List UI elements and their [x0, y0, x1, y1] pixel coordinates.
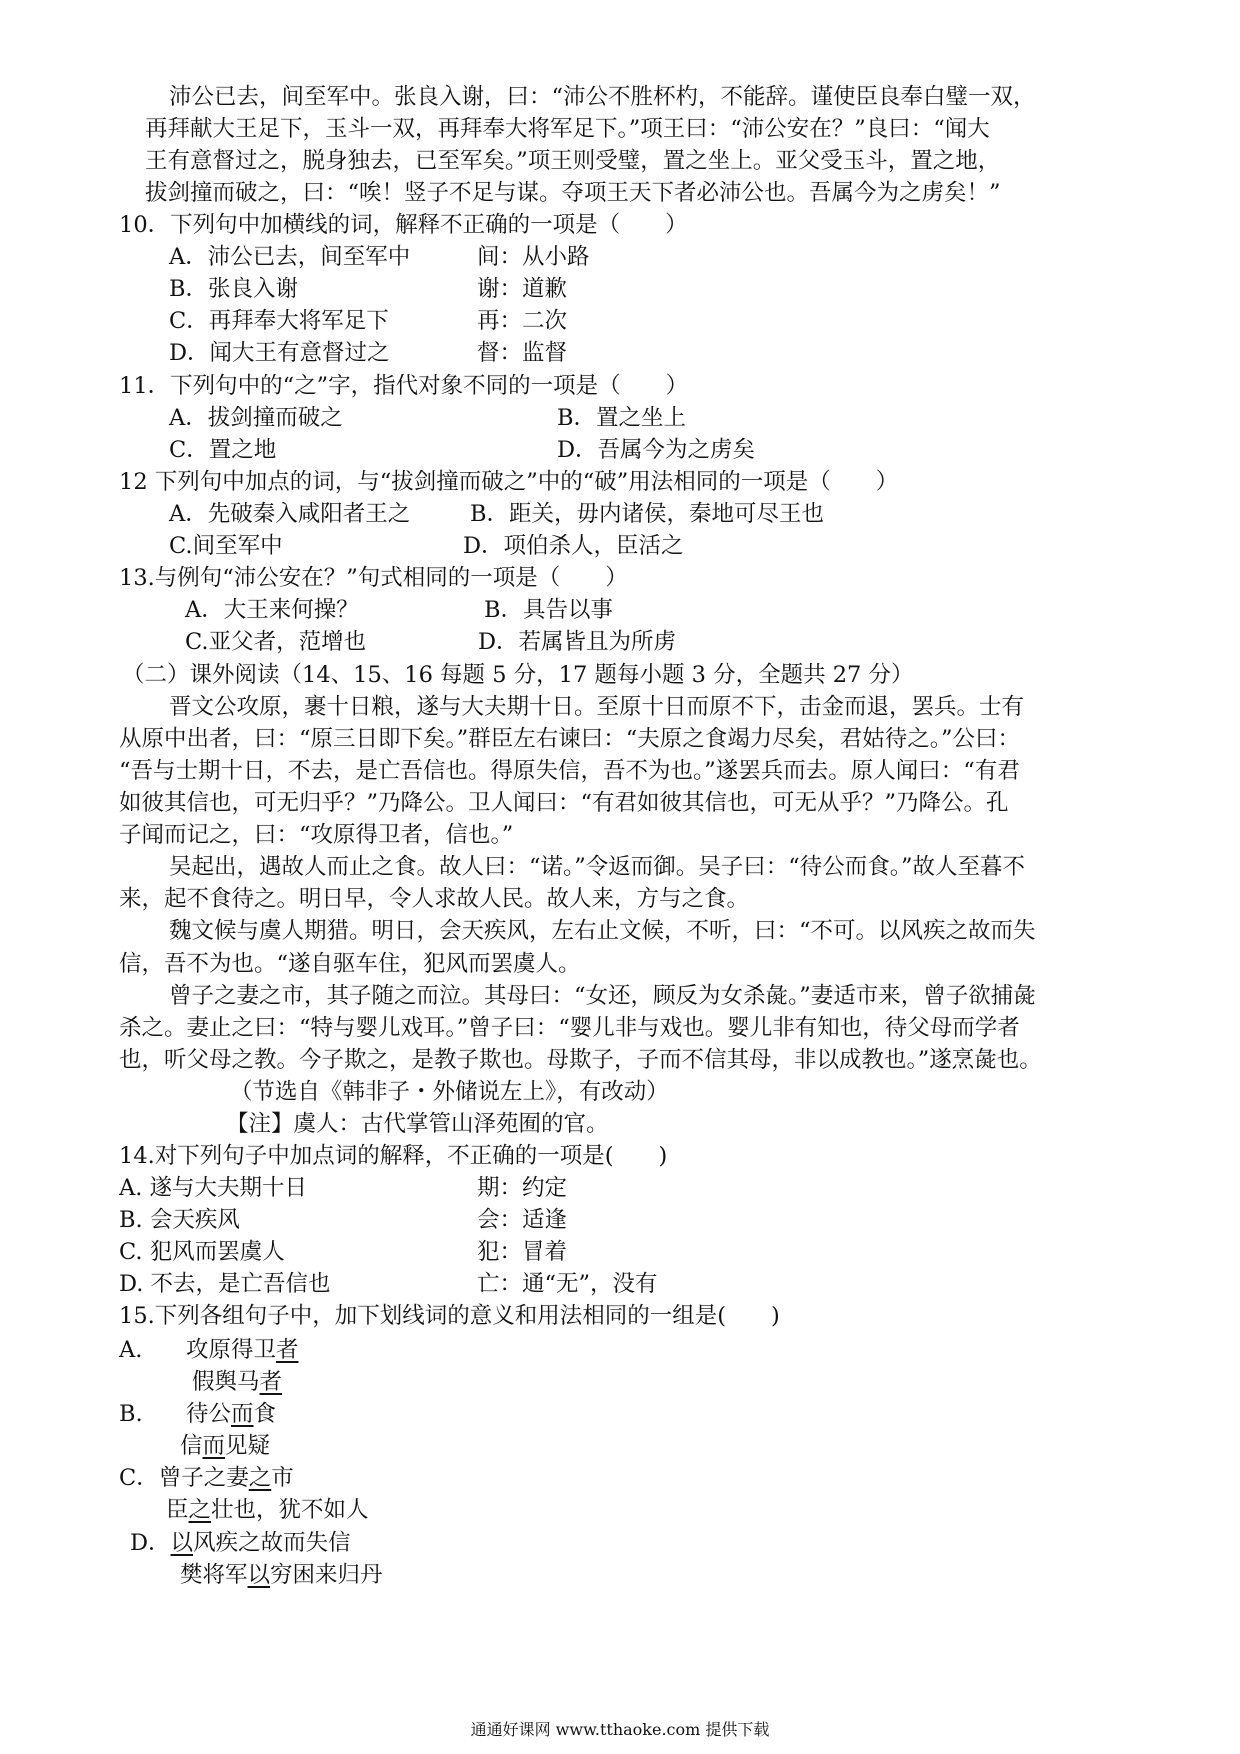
- q10-option-c: C．再拜奉大将军足下: [169, 308, 389, 334]
- q15-b1-text: 待公: [186, 1401, 232, 1427]
- q15-option-d-line-2: [180, 1564, 383, 1587]
- q15-b2-text-after: 见疑: [225, 1433, 271, 1459]
- passage1-line-4: 拔剑撞而破之，曰：“唉！竖子不足与谋。夺项王天下者必沛公也。吾属今为之虏矣！”: [145, 180, 1001, 206]
- q15-b1-text-after: 食: [253, 1401, 277, 1427]
- q11-option-c: C．置之地: [169, 437, 277, 463]
- q11-option-a: A．拔剑撞而破之: [169, 405, 343, 431]
- passage1-line-1: 沛公已去，间至军中。张良入谢，曰：“沛公不胜杯杓，不能辞。谨使臣良奉白璧一双，: [169, 84, 1036, 110]
- q14-option-b-gloss: 会：适逢: [477, 1207, 568, 1233]
- q12-option-c: C.间至军中: [169, 533, 283, 559]
- q12-option-b: B．距关，毋内诸侯，秦地可尽王也: [470, 501, 825, 527]
- q15-a2-underlined: 者: [259, 1369, 283, 1395]
- q13-option-a: A．大王来何操？: [185, 597, 359, 623]
- footer-credit: 通通好课网 www.tthaoke.com 提供下载: [470, 1720, 770, 1739]
- q11-stem: 11．下列句中的“之”字，指代对象不同的一项是（ ）: [119, 373, 689, 399]
- q14-option-c: C. 犯风而罢虞人: [119, 1239, 285, 1265]
- q15-b1-underlined: 而: [231, 1401, 254, 1427]
- q13-stem: 13.与例句“沛公安在？”句式相同的一项是（ ）: [119, 565, 628, 591]
- q15-option-c-line-2: [166, 1499, 369, 1522]
- q10-option-d: D．闻大王有意督过之: [169, 340, 390, 366]
- q10-option-c-gloss: 再：二次: [477, 308, 568, 334]
- q15-c2-underlined: 之: [188, 1497, 212, 1523]
- q15-a1-underlined: 者: [276, 1337, 299, 1363]
- section2-line-6: 吴起出，遇故人而止之食。故人曰：“诺。”令返而御。吴子曰：“待公而食。”故人至暮不: [169, 854, 1026, 880]
- q15-a1-text: 攻原得卫: [186, 1337, 277, 1363]
- q13-option-c: C.亚父者，范增也: [185, 629, 367, 655]
- section2-line-11: 杀之。妻止之曰：“特与婴儿戏耳。”曾子曰：“婴儿非与戏也。婴儿非有知也，待父母而学者: [119, 1015, 1020, 1041]
- q13-option-b: B．具告以事: [484, 597, 614, 623]
- section2-line-3: “吾与士期十日，不去，是亡吾信也。得原失信，吾不为也。”遂罢兵而去。原人闻曰：“有君: [119, 758, 1020, 784]
- q15-c2-text-after: 壮也，犹不如人: [211, 1497, 369, 1523]
- section2-line-2: 从原中出者，曰：“原三日即下矣。”群臣左右谏曰：“夫原之食竭力尽矣，君姑待之。”公曰：: [119, 726, 1021, 752]
- q12-stem: 12 下列句中加点的词，与“拔剑撞而破之”中的“破”用法相同的一项是（ ）: [119, 469, 899, 495]
- q13-option-d: D．若属皆且为所虏: [478, 629, 677, 655]
- section2-line-4: 如彼其信也，可无归乎？”乃降公。卫人闻曰：“有君如彼其信也，可无从乎？”乃降公。孔: [119, 790, 1009, 816]
- q15-b2-text: 信: [180, 1433, 203, 1459]
- q15-d1-underlined: 以: [170, 1530, 194, 1556]
- q10-option-a: A．沛公已去，间至军中: [169, 244, 411, 270]
- q14-option-c-gloss: 犯：冒着: [477, 1239, 568, 1265]
- q15-d2-underlined: 以: [247, 1562, 271, 1588]
- q14-option-a: A. 遂与大夫期十日: [119, 1175, 308, 1201]
- q15-d2-text-after: 穷困来归丹: [270, 1562, 383, 1588]
- q15-option-b-line-2: [180, 1435, 270, 1458]
- q12-option-d: D．项伯杀人，臣活之: [463, 533, 684, 559]
- q15-d2-text: 樊将军: [180, 1562, 248, 1588]
- q10-option-d-gloss: 督：监督: [477, 340, 568, 366]
- section2-heading: （二）课外阅读（14、15、16 每题 5 分，17 题每小题 3 分，全题共 27 分）: [122, 662, 914, 688]
- q15-stem: 15.下列各组句子中，加下划线词的意义和用法相同的一组是( ): [119, 1303, 780, 1329]
- section2-line-8: 魏文候与虞人期猎。明日，会天疾风，左右止文候，不听，曰：“不可。以风疾之故而失: [169, 918, 1036, 944]
- section2-line-7: 来，起不食待之。明日早，令人求故人民。故人来，方与之食。: [119, 886, 750, 912]
- q14-option-d-gloss: 亡：通“无”，没有: [477, 1271, 658, 1297]
- q15-option-a-line-2: [192, 1371, 282, 1394]
- q11-option-d: D．吾属今为之虏矣: [557, 437, 756, 463]
- q14-stem: 14.对下列句子中加点词的解释，不正确的一项是( ): [119, 1143, 668, 1169]
- section2-line-10: 曾子之妻之市，其子随之而泣。其母曰：“女还，顾反为女杀彘。”妻适市来，曾子欲捕彘: [169, 983, 1036, 1009]
- q15-option-a-line-1: [186, 1339, 299, 1362]
- annotation-note: 【注】虞人：古代掌管山泽苑囿的官。: [226, 1111, 609, 1137]
- source-citation: （节选自《韩非子・外储说左上》，有改动）: [230, 1079, 669, 1105]
- q15-b2-underlined: 而: [202, 1433, 226, 1459]
- q12-option-a: A．先破秦入咸阳者王之: [169, 501, 411, 527]
- q14-option-b: B. 会天疾风: [119, 1207, 240, 1233]
- q15-option-a-label: A.: [119, 1337, 143, 1363]
- q15-d1-text-after: 风疾之故而失信: [193, 1530, 351, 1556]
- q10-option-a-gloss: 间：从小路: [477, 244, 590, 270]
- q15-option-b-label: B.: [119, 1401, 143, 1427]
- passage1-line-3: 王有意督过之，脱身独去，已至军矣。”项王则受璧，置之坐上。亚父受玉斗，置之地，: [145, 148, 1001, 174]
- q10-stem: 10．下列句中加横线的词，解释不正确的一项是（ ）: [119, 212, 688, 238]
- q15-d1-text: D．: [130, 1530, 171, 1556]
- section2-line-1: 晋文公攻原，裹十日粮，遂与大夫期十日。至原十日而原不下，击金而退，罢兵。士有: [169, 694, 1025, 720]
- q14-option-a-gloss: 期：约定: [477, 1175, 568, 1201]
- section2-line-12: 也，听父母之教。今子欺之，是教子欺也。母欺子，子而不信其母，非以成教也。”遂烹彘也。: [119, 1047, 1042, 1073]
- q15-c1-underlined: 之: [248, 1465, 272, 1491]
- q11-option-b: B．置之坐上: [557, 405, 687, 431]
- q15-option-d-line-1: [130, 1532, 351, 1555]
- q14-option-d: D. 不去，是亡吾信也: [119, 1271, 331, 1297]
- passage1-line-2: 再拜献大王足下，玉斗一双，再拜奉大将军足下。”项王曰：“沛公安在？”良曰：“闻大: [145, 116, 990, 142]
- q15-option-b-line-1: [186, 1403, 276, 1426]
- section2-line-5: 子闻而记之，曰：“攻原得卫者，信也。”: [119, 822, 514, 848]
- q10-option-b-gloss: 谢：道歉: [477, 276, 568, 302]
- q15-c1-text-after: 市: [271, 1465, 294, 1491]
- q15-c1-text: C．曾子之妻: [119, 1465, 249, 1491]
- q15-option-c-line-1: [119, 1467, 294, 1490]
- q15-a2-text: 假舆马: [192, 1369, 260, 1395]
- q10-option-b: B．张良入谢: [169, 276, 299, 302]
- section2-line-9: 信，吾不为也。“遂自驱车住，犯风而罢虞人。: [119, 951, 581, 977]
- q15-c2-text: 臣: [166, 1497, 189, 1523]
